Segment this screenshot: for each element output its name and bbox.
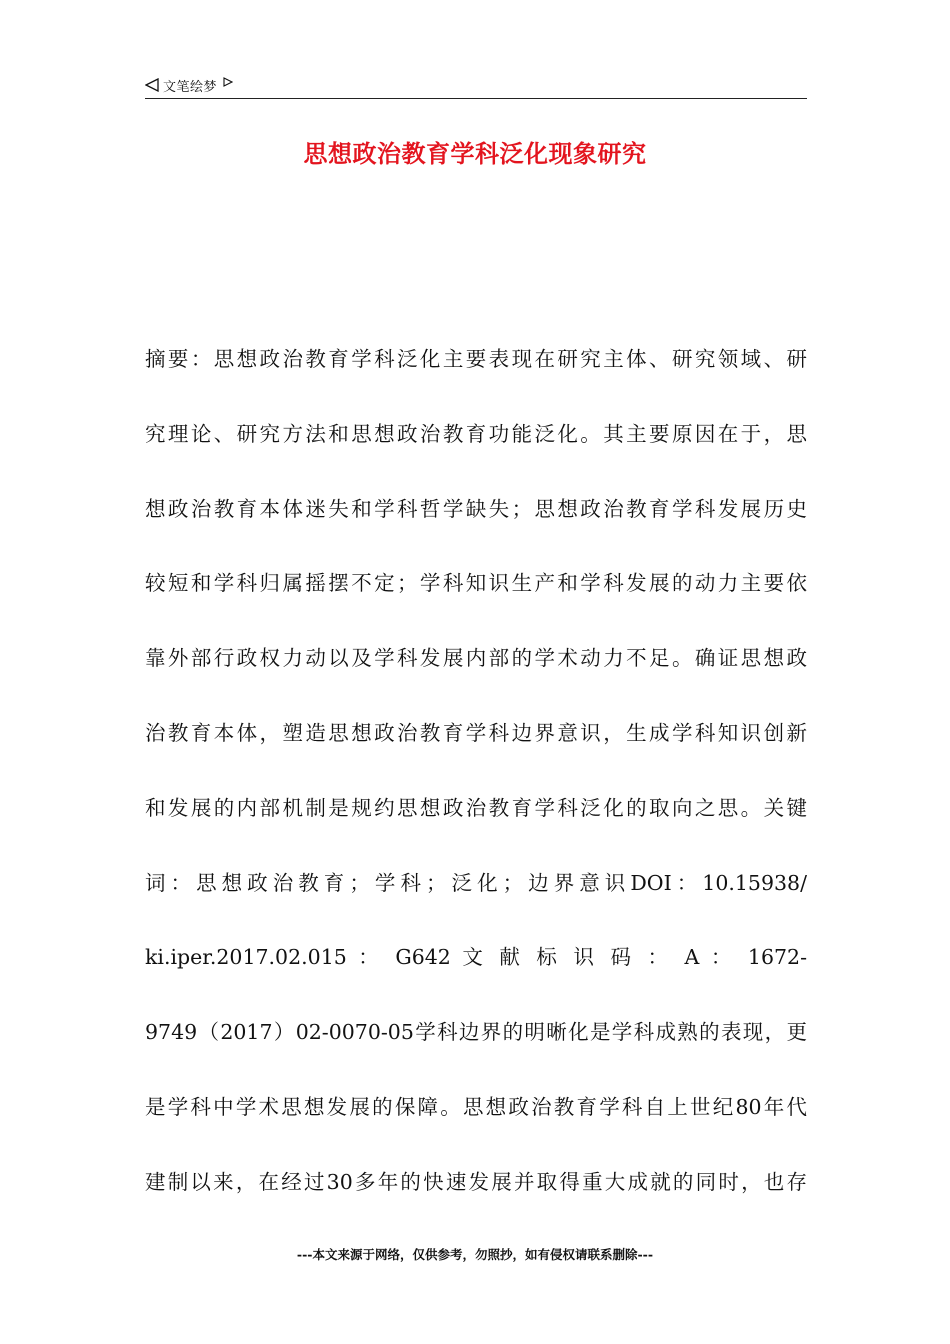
body-line: 摘要：思想政治教育学科泛化主要表现在研究主体、研究领域、研	[145, 347, 807, 371]
body-line: 词：思想政治教育；学科；泛化；边界意识DOI：10.15938/	[145, 870, 807, 895]
body-line: 和发展的内部机制是规约思想政治教育学科泛化的取向之思。关键	[145, 795, 807, 820]
body-line: 9749（2017）02-0070-05学科边界的明晰化是学科成熟的表现，更	[145, 1020, 807, 1045]
body-line: 是学科中学术思想发展的保障。思想政治教育学科自上世纪80年代	[145, 1094, 807, 1119]
body-line: 靠外部行政权力动以及学科发展内部的学术动力不足。确证思想政	[145, 646, 807, 671]
body-line: 究理论、研究方法和思想政治教育功能泛化。其主要原因在于，思	[145, 421, 807, 446]
body-line: 想政治教育本体迷失和学科哲学缺失；思想政治教育学科发展历史	[145, 496, 807, 521]
triangle-right-icon	[223, 77, 233, 87]
document-title: 思想政治教育学科泛化现象研究	[303, 140, 647, 168]
body-line: 治教育本体，塑造思想政治教育学科边界意识，生成学科知识创新	[145, 720, 807, 745]
page-footer-disclaimer: ---本文来源于网络，仅供参考，勿照抄，如有侵权请联系删除---	[296, 1247, 654, 1262]
triangle-left-icon	[145, 78, 159, 92]
body-line: 建制以来，在经过30多年的快速发展并取得重大成就的同时，也存	[145, 1169, 807, 1194]
body-text	[145, 322, 807, 1220]
page-header	[145, 72, 807, 99]
brand-label: 文笔绘梦	[163, 79, 218, 95]
body-line: 较短和学科归属摇摆不定；学科知识生产和学科发展的动力主要依	[145, 571, 807, 596]
body-line: ki.iper.2017.02.015 ： G642 文 献 标 识 码 ： A ： 1672-	[145, 945, 807, 970]
